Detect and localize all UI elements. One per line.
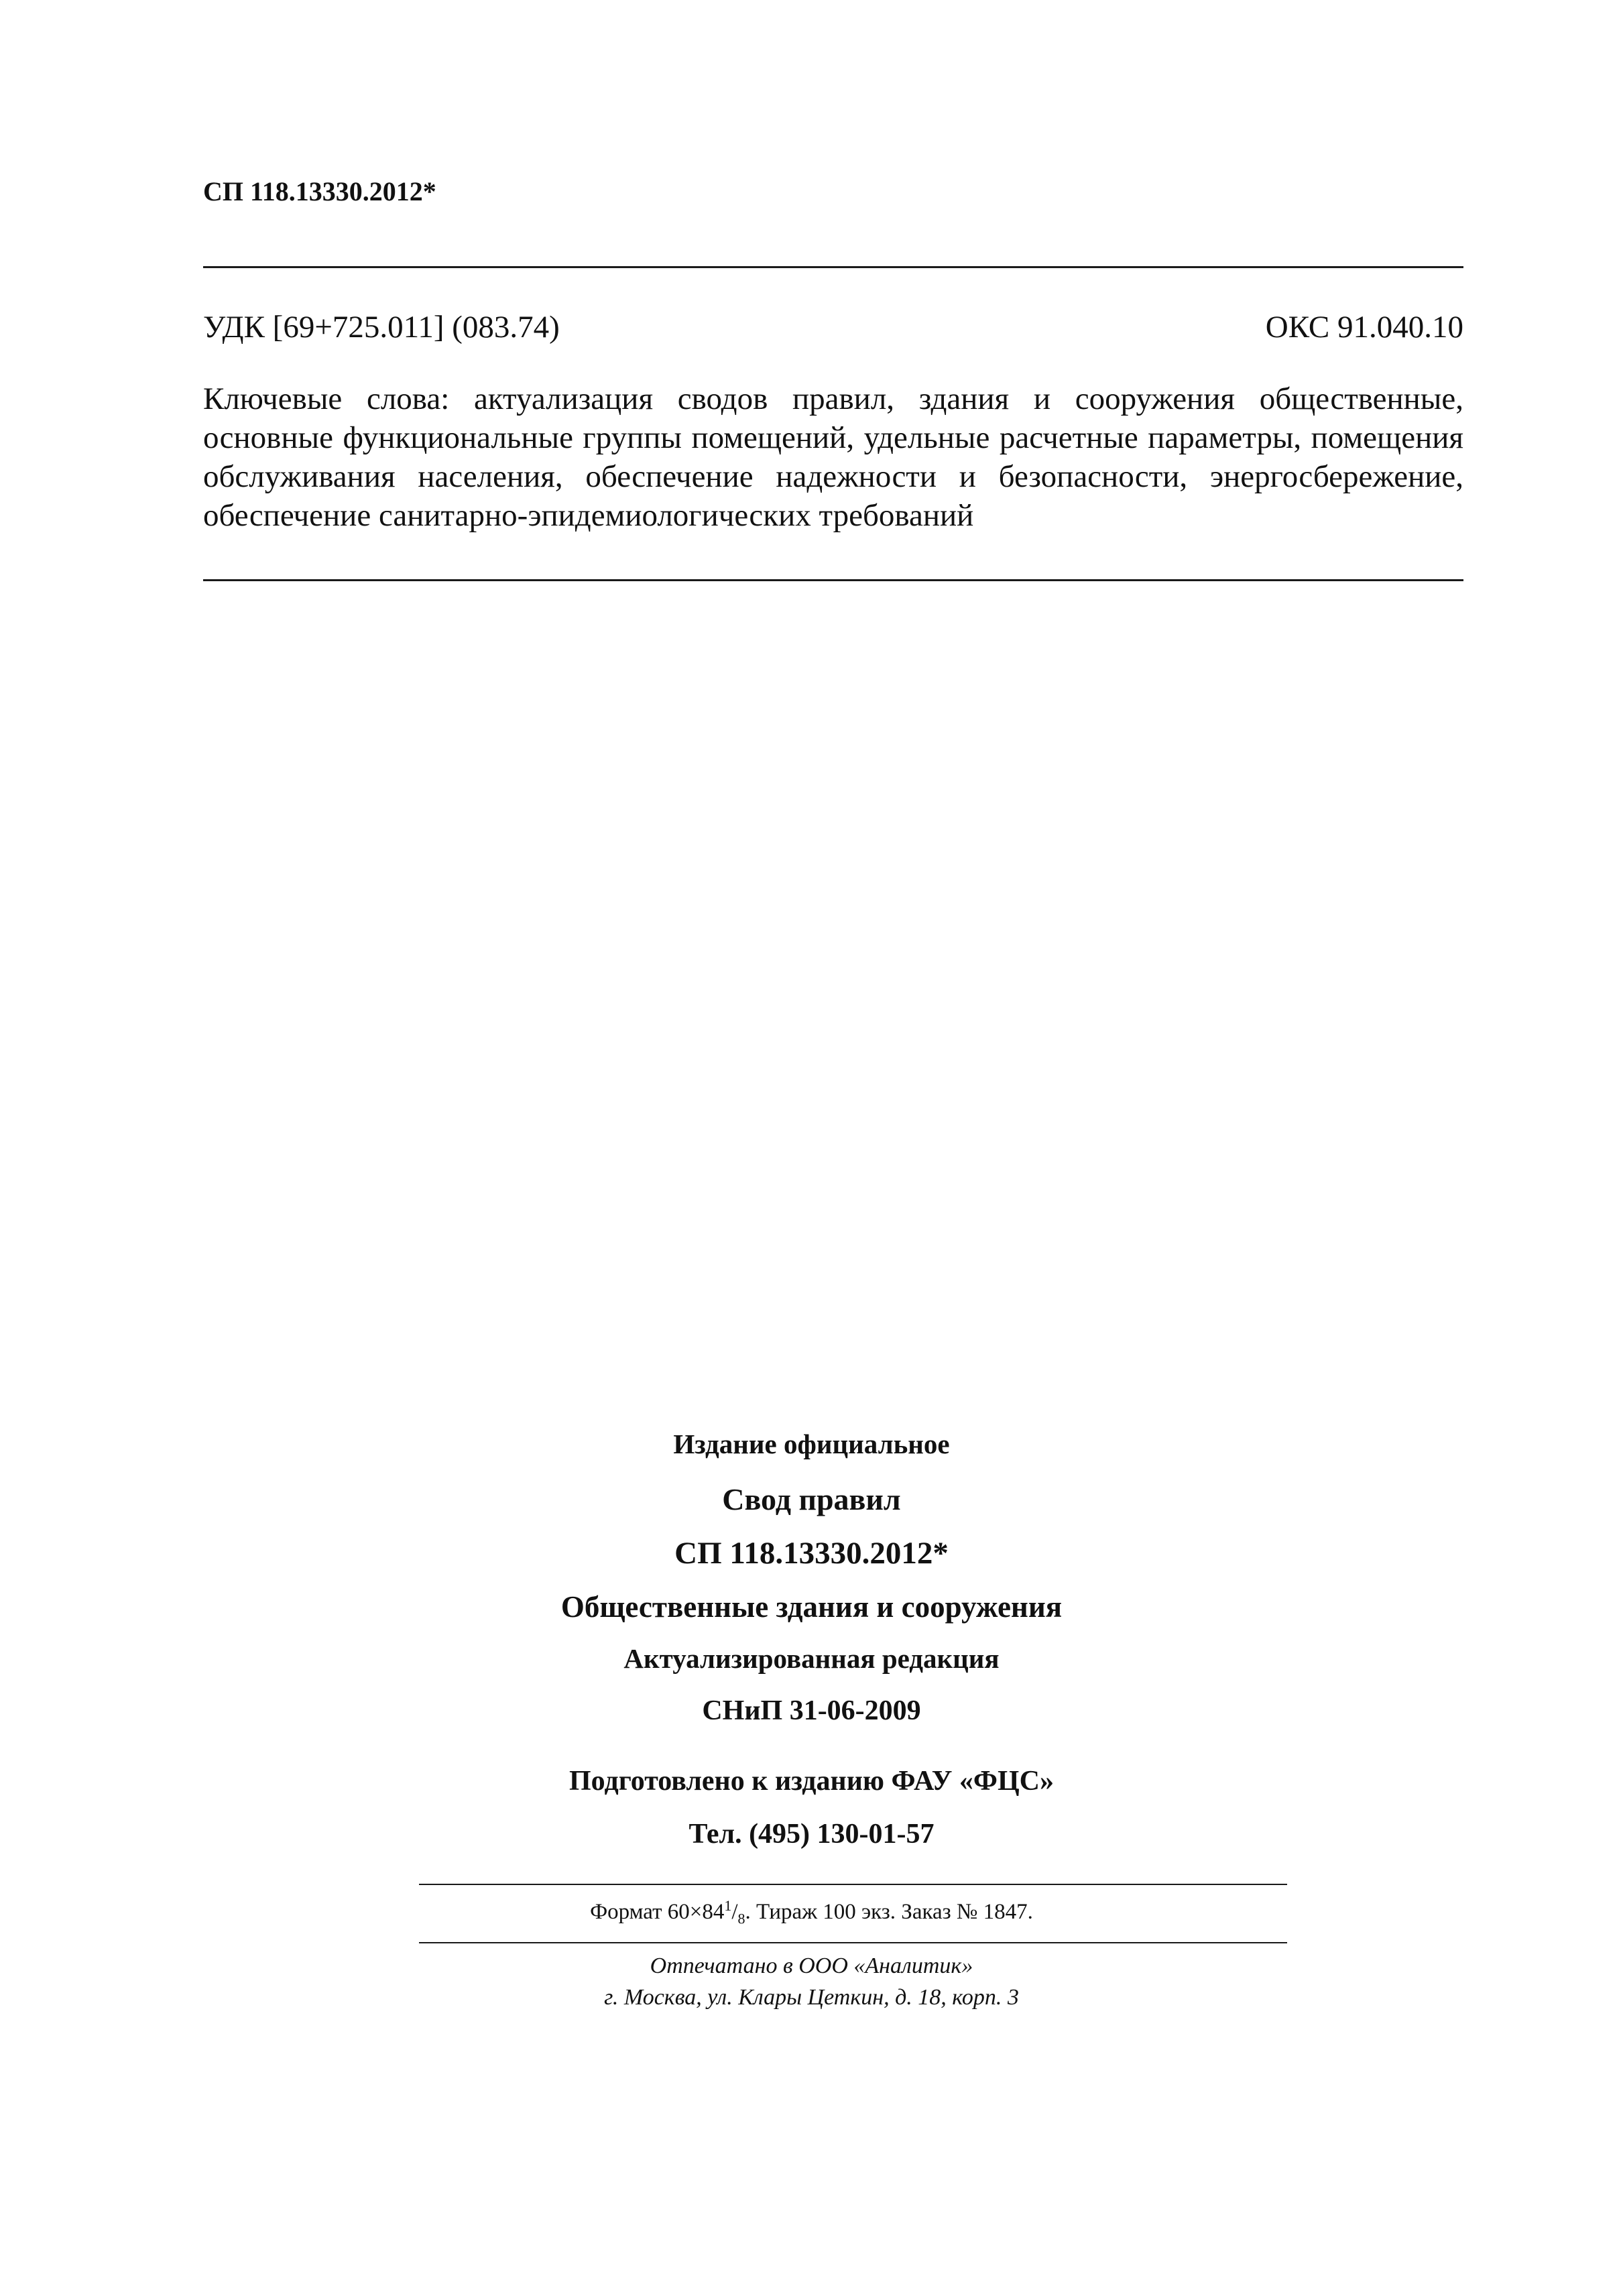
document-title: Общественные здания и сооружения xyxy=(560,1590,1063,1624)
keywords-paragraph: Ключевые слова: актуализация сводов правил, здания и сооружения общественные, основные функциональные группы помещений, удельные расчетные параметры, помещения обслуживания населения, обеспечение надежности и безопасности, энергосбережение, обеспечение санитарно-эпидемиологических требований xyxy=(203,381,1463,533)
official-edition-label: Издание официальное xyxy=(673,1429,950,1459)
rule-set-label: Свод правил xyxy=(722,1482,901,1516)
revision-label: Актуализированная редакция xyxy=(623,1643,1000,1674)
prepared-by: Подготовлено к изданию ФАУ «ФЦС» xyxy=(569,1766,1054,1797)
print-format-line: Формат $60\times 84^1/_8$. Тираж 100 экз. Заказ № 1847. xyxy=(590,1897,1033,1927)
udc-code: УДК [69+725.011] (083.74) xyxy=(203,310,560,345)
publisher-phone: Тел. (495) 130-01-57 xyxy=(688,1819,935,1850)
top-divider xyxy=(203,266,1463,268)
printer-address: г. Москва, ул. Клары Цеткин, д. 18, корп. 3 xyxy=(604,1985,1019,2010)
format-suffix: . Тираж 100 экз. Заказ № 1847. xyxy=(745,1900,1033,1924)
format-prefix: Формат 60×84 xyxy=(590,1900,725,1924)
print-info-bottom-divider xyxy=(419,1942,1287,1943)
format-fraction-numerator: 1 xyxy=(724,1897,732,1914)
printer-name: Отпечатано в ООО «Аналитик» xyxy=(650,1953,973,1978)
print-info-top-divider xyxy=(419,1884,1287,1885)
keywords-divider xyxy=(203,579,1463,581)
imprint-code: СП 118.13330.2012* xyxy=(674,1536,949,1571)
oks-code: ОКС 91.040.10 xyxy=(1265,310,1463,345)
format-fraction-denominator: 8 xyxy=(737,1910,745,1927)
document-code-header: СП 118.13330.2012* xyxy=(203,176,436,206)
snip-code: СНиП 31-06-2009 xyxy=(702,1695,921,1726)
